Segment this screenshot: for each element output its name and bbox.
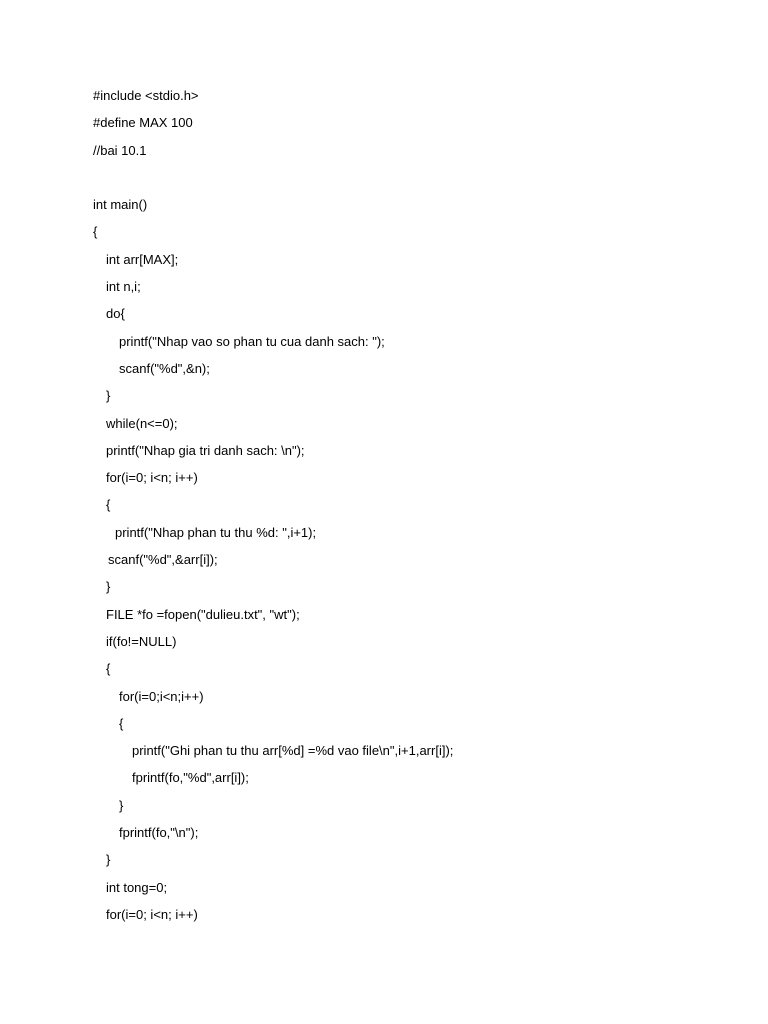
code-line: {	[106, 661, 111, 677]
code-line: int arr[MAX];	[106, 251, 179, 267]
code-line: {	[106, 497, 111, 513]
code-line: scanf("%d",&n);	[119, 360, 210, 376]
code-line: FILE *fo =fopen("dulieu.txt", "wt");	[106, 606, 300, 622]
code-line: int n,i;	[106, 279, 141, 295]
code-line: do{	[106, 306, 125, 322]
code-line: printf("Nhap phan tu thu %d: ",i+1);	[115, 524, 317, 540]
code-line: fprintf(fo,"\n");	[119, 825, 199, 841]
code-line: int tong=0;	[106, 879, 168, 895]
code-listing	[93, 86, 733, 932]
code-line: scanf("%d",&arr[i]);	[108, 552, 218, 568]
code-line: }	[106, 852, 111, 868]
blank-line	[93, 168, 733, 195]
code-line: }	[106, 388, 111, 404]
code-line: for(i=0;i<n;i++)	[119, 688, 204, 704]
code-line: printf("Nhap vao so phan tu cua danh sach: ");	[119, 333, 385, 349]
code-line: //bai 10.1	[93, 142, 147, 158]
code-line: while(n<=0);	[106, 415, 178, 431]
code-line: for(i=0; i<n; i++)	[106, 906, 198, 922]
code-line: {	[119, 715, 124, 731]
code-line: fprintf(fo,"%d",arr[i]);	[132, 770, 249, 786]
code-line: #include <stdio.h>	[93, 88, 199, 103]
code-line: {	[93, 224, 98, 240]
code-line: if(fo!=NULL)	[106, 633, 177, 649]
code-line: }	[119, 797, 124, 813]
code-line: }	[106, 579, 111, 595]
code-line: int main()	[93, 197, 148, 213]
code-line: #define MAX 100	[93, 115, 193, 131]
code-line: printf("Ghi phan tu thu arr[%d] =%d vao file\n",i+1,arr[i]);	[132, 743, 454, 759]
code-line: for(i=0; i<n; i++)	[106, 470, 198, 486]
code-line: printf("Nhap gia tri danh sach: \n");	[106, 442, 305, 458]
